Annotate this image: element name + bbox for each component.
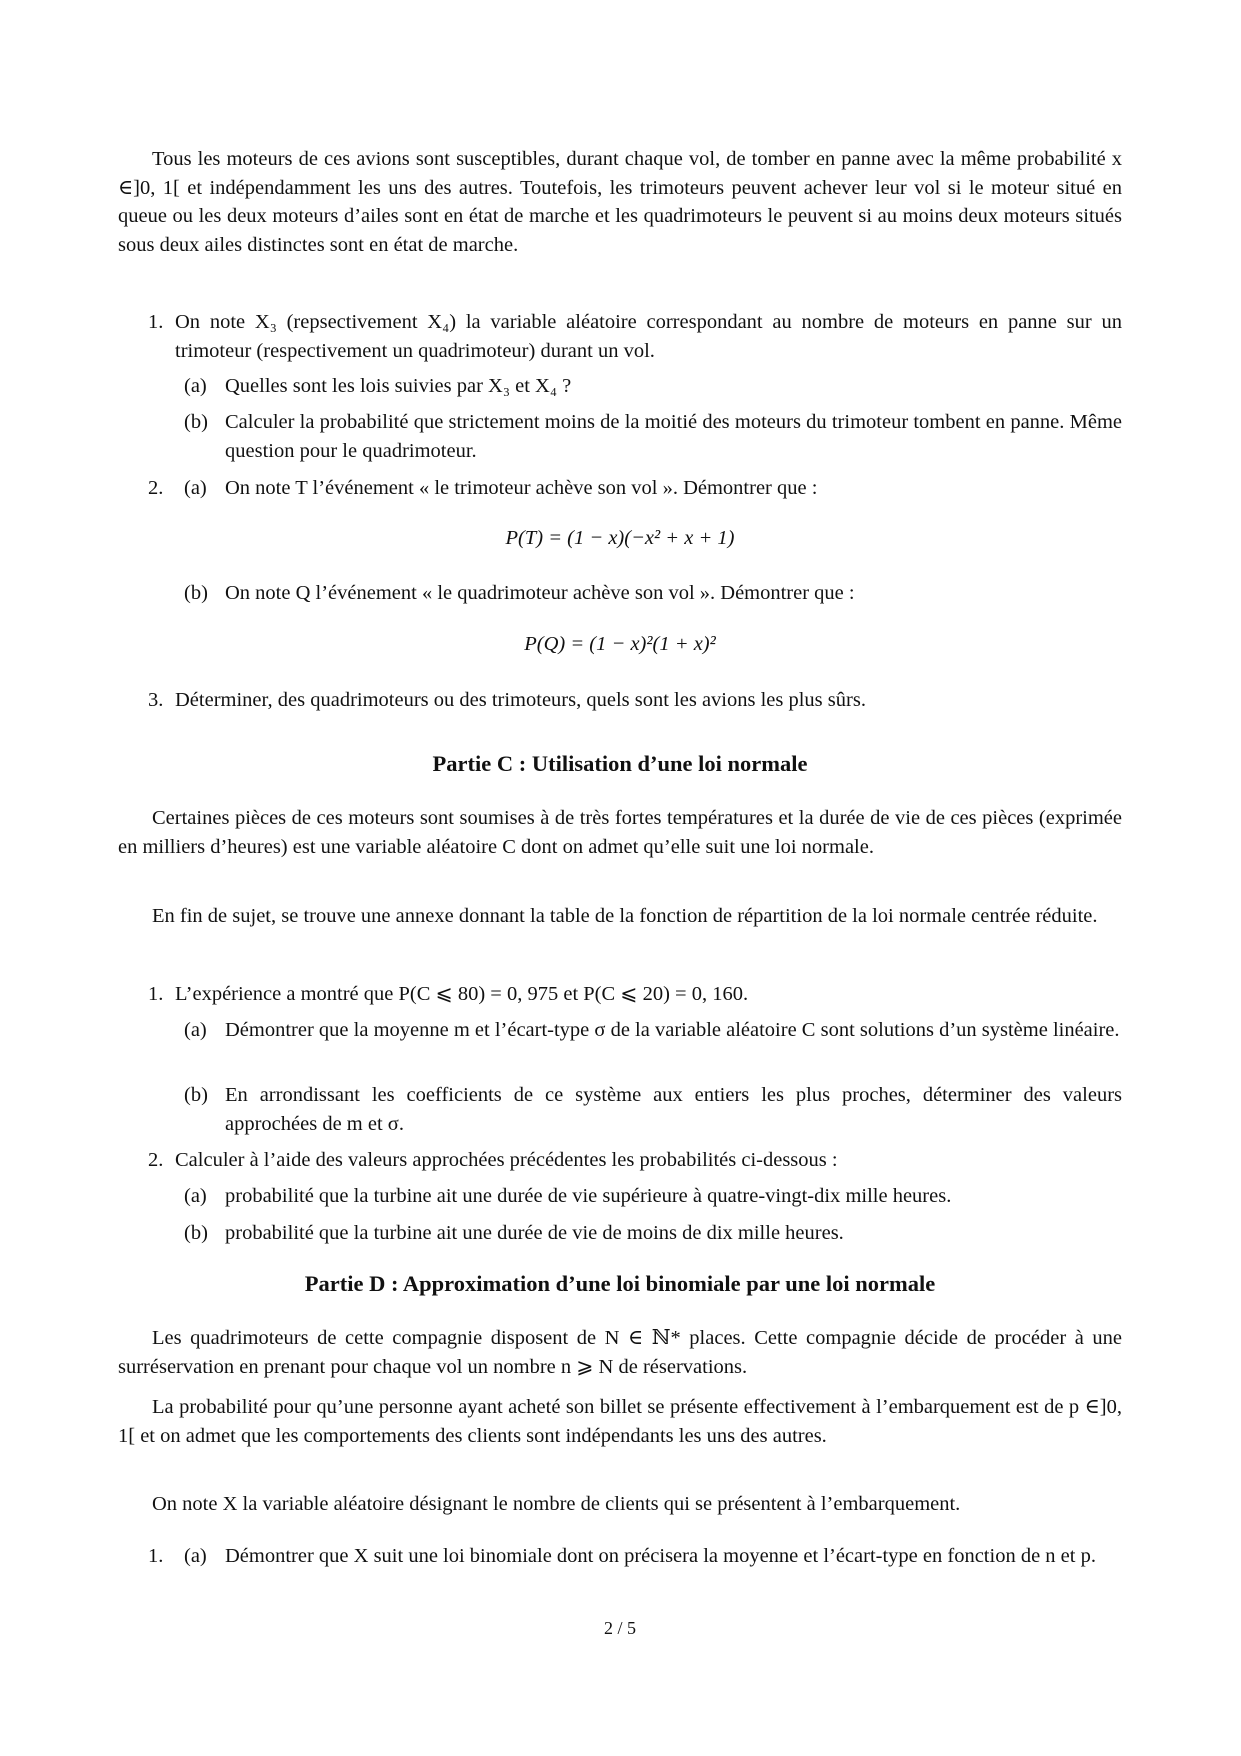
question-number: 1.	[148, 311, 164, 333]
intro-paragraph: Tous les moteurs de ces avions sont susceptibles, durant chaque vol, de tomber en panne avec la même probabilité x ∈]0, 1[ et indépendamment les uns des autres. Toutefois, les trimoteurs peuvent achever leur vol si le moteur situé en queue ou les deux moteurs d’ailes sont en état de marche et les quadrimoteurs le peuvent si au moins deux moteurs situés sous deux ailes distinctes sont en état de marche.	[118, 148, 1122, 256]
subquestion-label: (a)	[184, 1019, 207, 1041]
question-text: On note X₃ (repsectivement X₄) la variable aléatoire correspondant au nombre de moteurs en panne sur un trimoteur (respectivement un quadrimoteur) durant un vol.	[175, 311, 1122, 362]
subquestion-label: (a)	[184, 1185, 207, 1207]
subquestion-text: On note Q l’événement « le quadrimoteur achève son vol ». Démontrer que :	[225, 582, 855, 604]
paragraph: La probabilité pour qu’une personne ayant acheté son billet se présente effectivement à l’embarquement est de p ∈]0, 1[ et on admet que les comportements des clients sont indépendants les uns des autres.	[118, 1396, 1122, 1447]
paragraph: En fin de sujet, se trouve une annexe donnant la table de la fonction de répartition de la loi normale centrée réduite.	[152, 905, 1098, 927]
page-number: 2 / 5	[603, 1618, 636, 1638]
subquestion-text: En arrondissant les coefficients de ce système aux entiers les plus proches, déterminer des valeurs approchées de m et σ.	[225, 1084, 1122, 1135]
paragraph: On note X la variable aléatoire désignant le nombre de clients qui se présentent à l’embarquement.	[152, 1493, 961, 1515]
section-heading-partie-c: Partie C : Utilisation d’une loi normale	[432, 751, 808, 776]
formula-PQ: P(Q) = (1 − x)²(1 + x)²	[524, 633, 716, 655]
question-text: Calculer à l’aide des valeurs approchées précédentes les probabilités ci-dessous :	[175, 1149, 838, 1171]
question-number: 1.	[148, 983, 164, 1005]
formula-PT: P(T) = (1 − x)(−x² + x + 1)	[505, 527, 735, 549]
question-number: 2.	[148, 477, 164, 499]
question-text: L’expérience a montré que P(C ⩽ 80) = 0, 975 et P(C ⩽ 20) = 0, 160.	[175, 983, 749, 1005]
subquestion-text: Démontrer que X suit une loi binomiale dont on précisera la moyenne et l’écart-type en fonction de n et p.	[225, 1545, 1096, 1567]
subquestion-text: Quelles sont les lois suivies par X₃ et X₄ ?	[225, 375, 572, 397]
question-number: 2.	[148, 1149, 164, 1171]
subquestion-label: (b)	[184, 1222, 208, 1244]
paragraph: Certaines pièces de ces moteurs sont soumises à de très fortes températures et la durée de vie de ces pièces (exprimée en milliers d’heures) est une variable aléatoire C dont on admet qu’elle suit une loi normale.	[118, 807, 1122, 858]
question-number: 1.	[148, 1545, 164, 1567]
subquestion-text: probabilité que la turbine ait une durée de vie de moins de dix mille heures.	[225, 1222, 844, 1244]
subquestion-label: (a)	[184, 1545, 207, 1567]
subquestion-label: (a)	[184, 375, 207, 397]
subquestion-label: (b)	[184, 411, 208, 433]
subquestion-text: probabilité que la turbine ait une durée de vie supérieure à quatre-vingt-dix mille heures.	[225, 1185, 952, 1207]
paragraph: Les quadrimoteurs de cette compagnie disposent de N ∈ ℕ* places. Cette compagnie décide de procéder à une surréservation en prenant pour chaque vol un nombre n ⩾ N de réservations.	[118, 1327, 1122, 1378]
subquestion-text: On note T l’événement « le trimoteur achève son vol ». Démontrer que :	[225, 477, 818, 499]
subquestion-text: Calculer la probabilité que strictement moins de la moitié des moteurs du trimoteur tombent en panne. Même question pour le quadrimoteur.	[225, 411, 1122, 462]
question-text: Déterminer, des quadrimoteurs ou des trimoteurs, quels sont les avions les plus sûrs.	[175, 689, 866, 711]
subquestion-label: (b)	[184, 1084, 208, 1106]
question-number: 3.	[148, 689, 164, 711]
subquestion-label: (a)	[184, 477, 207, 499]
subquestion-label: (b)	[184, 582, 208, 604]
section-heading-partie-d: Partie D : Approximation d’une loi binomiale par une loi normale	[304, 1271, 936, 1296]
subquestion-text: Démontrer que la moyenne m et l’écart-type σ de la variable aléatoire C sont solutions d’un système linéaire.	[225, 1019, 1120, 1041]
